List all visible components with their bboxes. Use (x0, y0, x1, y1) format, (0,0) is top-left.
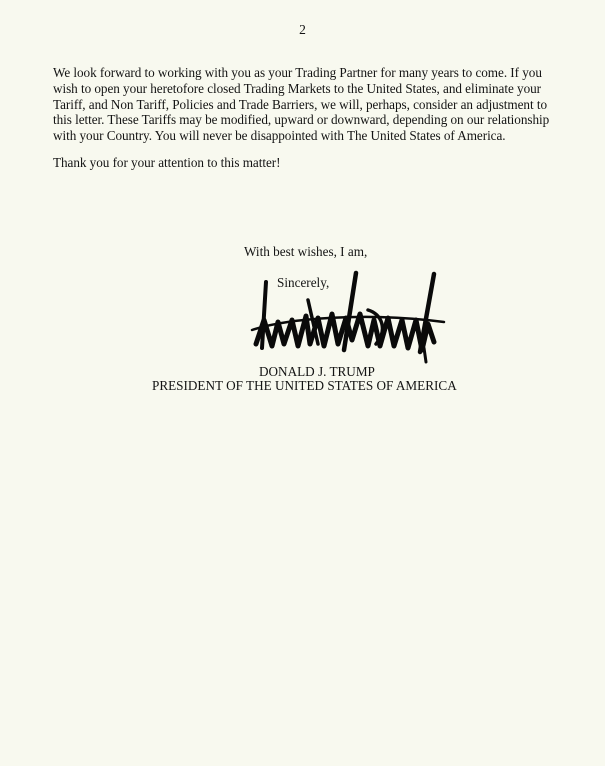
body-paragraph: We look forward to working with you as your Trading Partner for many years to come. If you wish to open your heretofore closed Trading Markets to the United States, and eliminate your Tariff, and Non Tariff, Policies and Trade Barriers, we will, perhaps, consider an adjustment to this letter. These Tariffs may be modified, upward or downward, depending on our relationship with your Country. You will never be disappointed with The United States of America. (53, 65, 550, 144)
signature-stroke (262, 282, 266, 348)
body-paragraph: Thank you for your attention to this matter! (53, 155, 281, 170)
sign-off: Sincerely, (277, 275, 330, 290)
closing-line: With best wishes, I am, (244, 244, 368, 259)
page-number: 2 (299, 22, 306, 37)
handwritten-signature (248, 270, 448, 365)
signer-title: PRESIDENT OF THE UNITED STATES OF AMERICA (152, 378, 457, 393)
signature-stroke (424, 348, 426, 362)
signer-name: DONALD J. TRUMP (259, 364, 375, 379)
